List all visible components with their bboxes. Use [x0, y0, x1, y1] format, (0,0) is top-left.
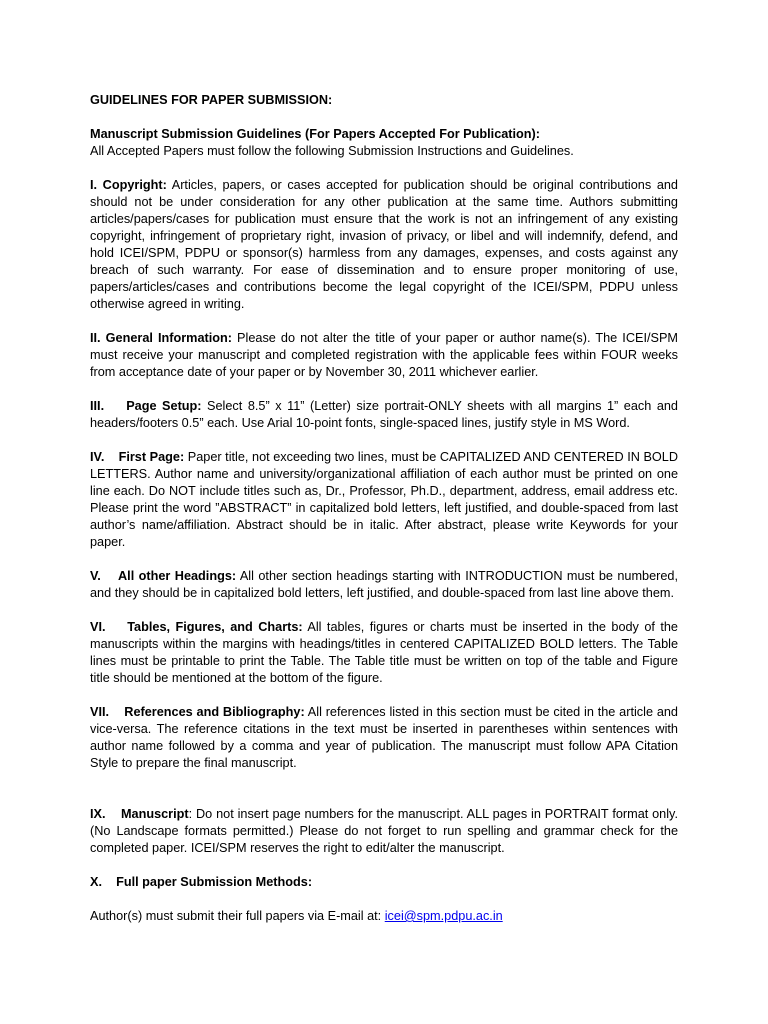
- email-link[interactable]: icei@spm.pdpu.ac.in: [384, 909, 503, 923]
- section-body: All tables, figures or charts must be inserted in the body of the manuscripts within the margins with headings/titles in centered CAPITALIZED BOLD letters. The Table lines must be printable to print the Table. The Table title must be written on top of the table and Figure title should be mentioned at the bottom of the figure.: [90, 620, 678, 685]
- section-body: Please do not alter the title of your paper or author name(s). The ICEI/SPM must receive your manuscript and completed registration with the applicable fees within FOUR weeks from acceptance date of your paper or by November 30, 2011 whichever earlier.: [90, 331, 679, 379]
- section-references: [90, 704, 678, 772]
- section-label: VI. Tables, Figures, and Charts:: [90, 620, 303, 634]
- section-label: II. General Information:: [90, 331, 232, 345]
- section-manuscript: [90, 806, 678, 857]
- section-label: I. Copyright:: [90, 178, 167, 192]
- document-subtitle: Manuscript Submission Guidelines (For Papers Accepted For Publication):: [90, 127, 541, 141]
- section-page-setup: [90, 398, 678, 432]
- section-body: All references listed in this section must be cited in the article and vice-versa. The reference citations in the text must be inserted in parentheses within sentences with author name followed by a comma and year of publication. The manuscript must follow APA Citation Style to prepare the final manuscript.: [90, 705, 678, 770]
- document-title: GUIDELINES FOR PAPER SUBMISSION:: [90, 93, 333, 107]
- section-body: Articles, papers, or cases accepted for publication should be original contributions and should not be under consideration for any other publication at the same time. Authors submitting articles/papers/cases for publication must ensure that the work is not an infringement of any existing copyright, infringement of proprietary right, invasion of privacy, or libel and will indemnify, defend, and hold ICEI/SPM, PDPU or sponsor(s) harmless from any damages, expenses, and costs against any breach of such warranty. For ease of dissemination and to ensure proper monitoring of use, papers/articles/cases and contributions become the legal copyright of the ICEI/SPM, PDPU unless otherwise agreed in writing.: [90, 178, 678, 311]
- section-body: All other section headings starting with INTRODUCTION must be numbered, and they should be in capitalized bold letters, left justified, and double-spaced from last line above them.: [90, 569, 679, 600]
- submission-instructions: [90, 908, 678, 925]
- document-intro: All Accepted Papers must follow the following Submission Instructions and Guidelines.: [90, 144, 574, 158]
- section-copyright: [90, 177, 678, 313]
- section-label: III. Page Setup:: [90, 399, 202, 413]
- section-tables-figures-charts: [90, 619, 678, 687]
- section-label: V. All other Headings:: [90, 569, 237, 583]
- section-body: Select 8.5” x 11” (Letter) size portrait-ONLY sheets with all margins 1” each and headers/footers 0.5” each. Use Arial 10-point fonts, single-spaced lines, justify style in MS Word.: [90, 399, 678, 430]
- document-page: [90, 92, 678, 925]
- section-label: VII. References and Bibliography:: [90, 705, 305, 719]
- submission-text: Author(s) must submit their full papers via E-mail at:: [90, 909, 385, 923]
- section-body: : Do not insert page numbers for the manuscript. ALL pages in PORTRAIT format only. (No Landscape formats permitted.) Please do not forget to run spelling and grammar check for the completed paper. ICEI/SPM reserves the right to edit/alter the manuscript.: [90, 807, 678, 855]
- submission-heading: X. Full paper Submission Methods:: [90, 875, 313, 889]
- section-general-information: [90, 330, 678, 381]
- section-first-page: [90, 449, 678, 551]
- section-label: IV. First Page:: [90, 450, 185, 464]
- section-all-other-headings: [90, 568, 678, 602]
- section-label: IX. Manuscript: [90, 807, 189, 821]
- section-body: Paper title, not exceeding two lines, must be CAPITALIZED AND CENTERED IN BOLD LETTERS. Author name and university/organizational affiliation of each author must be printed on one line each. Do NOT include titles such as, Dr., Professor, Ph.D., department, address, email address etc. Please print the word ”ABSTRACT” in capitalized bold letters, left justified, and double-spaced from last author’s name/affiliation. Abstract should be in italic. After abstract, please write Keywords for your paper.: [90, 450, 679, 549]
